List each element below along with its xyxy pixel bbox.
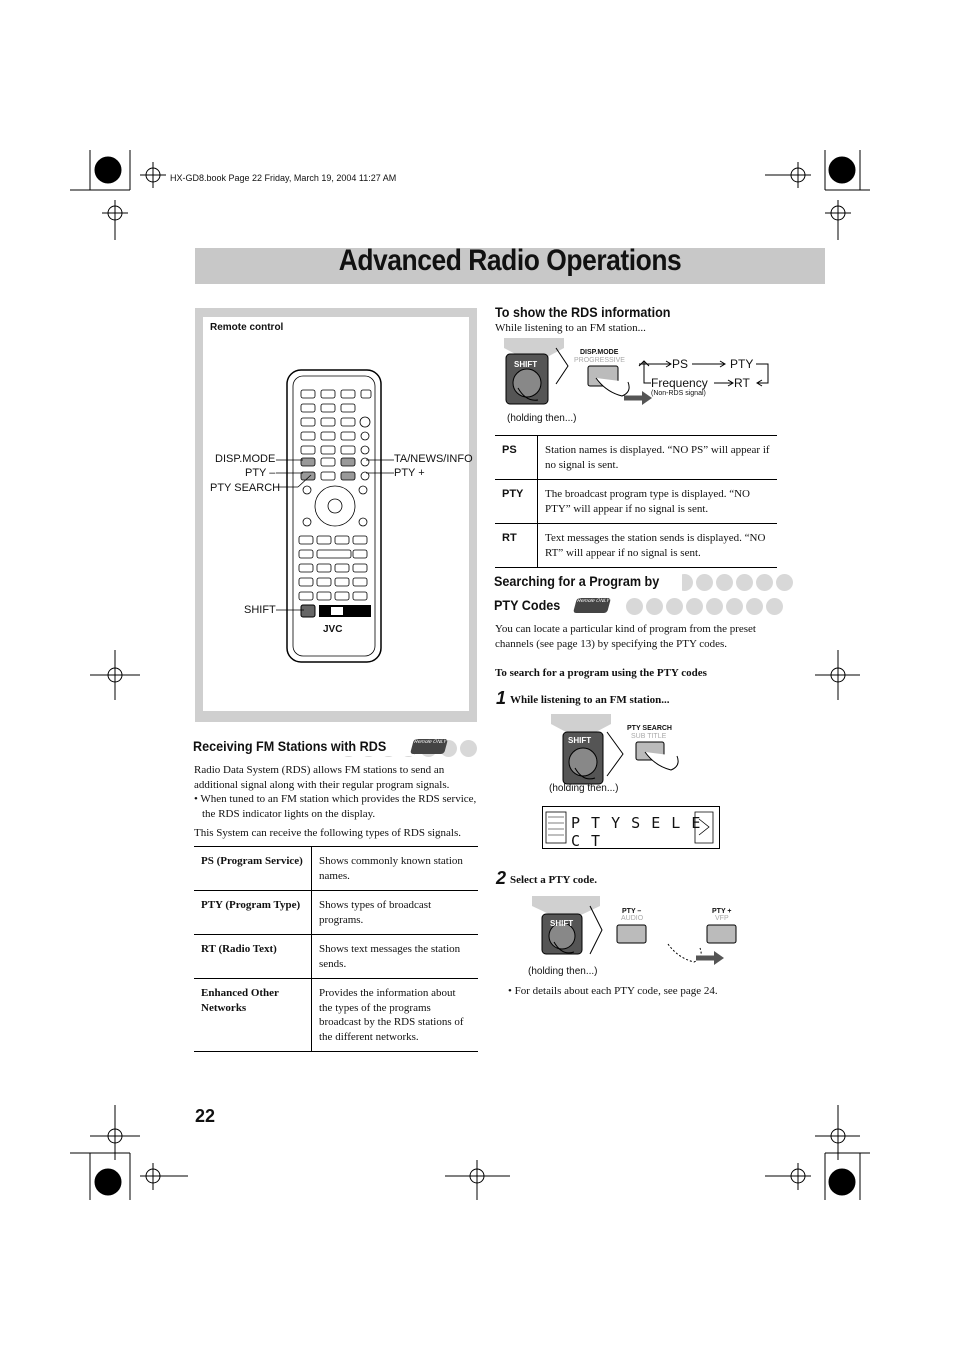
disp-mode-label: DISP.MODE — [580, 349, 619, 356]
table-key: PS — [495, 436, 538, 480]
receiving-intro: Radio Data System (RDS) allows FM stations to send an additional signal along with their regular program signals. — [194, 764, 450, 791]
table-row — [495, 436, 777, 480]
page-number: 22 — [195, 1106, 216, 1126]
label-pty-plus: PTY + — [394, 467, 425, 479]
step2-number: 2 — [496, 868, 507, 888]
table-row — [194, 935, 478, 979]
searching-heading-wrap-1 — [494, 573, 682, 591]
receiving-heading: Receiving FM Stations with RDS — [193, 738, 387, 754]
table-row — [194, 847, 478, 891]
table-key: RT (Radio Text) — [194, 935, 312, 979]
flow-frequency: Frequency — [651, 376, 708, 390]
receiving-bullet: • When tuned to an FM station which provides the RDS service, the RDS indicator lights on the display. — [194, 793, 477, 820]
step1-illustration — [545, 712, 685, 792]
searching-heading-2: PTY Codes — [494, 597, 561, 613]
label-shift: SHIFT — [244, 604, 276, 616]
step2-illustration — [528, 894, 748, 974]
audio-label: AUDIO — [621, 915, 644, 922]
pty-note: • For details about each PTY code, see page 24. — [508, 985, 718, 997]
rds-display-table — [495, 435, 777, 568]
step1-text: While listening to an FM station... — [510, 694, 670, 706]
searching-heading-wrap-2 — [494, 597, 572, 615]
receiving-heading-wrap — [193, 738, 414, 756]
table-value: Provides the information about the types of the programs broadcast by the RDS stations of the different networks. — [312, 979, 479, 1052]
pty-plus-label: PTY + — [712, 908, 732, 915]
flow-non-rds: (Non-RDS signal) — [651, 390, 706, 397]
step1-shift-label: SHIFT — [568, 736, 592, 745]
show-rds-sub: While listening to an FM station... — [495, 322, 646, 334]
label-disp-mode: DISP.MODE — [215, 453, 276, 465]
table-value: Station names is displayed. “NO PS” will appear if no signal is sent. — [538, 436, 778, 480]
pty-search-label: PTY SEARCH — [627, 725, 672, 732]
page-title: Advanced Radio Operations — [338, 244, 682, 277]
remote-heading: Remote control — [210, 322, 284, 333]
remote-only-badge: Remote ONLY — [573, 598, 611, 613]
step2-holding: (holding then...) — [528, 966, 598, 977]
subtitle-label: SUB TITLE — [631, 733, 667, 740]
step2-text: Select a PTY code. — [510, 874, 597, 886]
flow-ps: PS — [672, 357, 689, 371]
pty-minus-label: PTY – — [622, 908, 642, 915]
table-row — [194, 891, 478, 935]
searching-heading-1: Searching for a Program by — [494, 573, 660, 589]
table-value: Shows types of broadcast programs. — [312, 891, 479, 935]
table-key: RT — [495, 524, 538, 568]
table-key: Enhanced Other Networks — [194, 979, 312, 1052]
table-value: Shows text messages the station sends. — [312, 935, 479, 979]
table-row — [495, 480, 777, 524]
flow-rt: RT — [734, 376, 750, 390]
table-row — [495, 524, 777, 568]
searching-subhead: To search for a program using the PTY codes — [495, 667, 707, 679]
table-key: PTY — [495, 480, 538, 524]
label-ta-news-info: TA/NEWS/INFO — [394, 453, 473, 465]
table-value: The broadcast program type is displayed. “NO PTY” will appear if no signal is sent. — [538, 480, 778, 524]
receiving-types-line: This System can receive the following types of RDS signals. — [194, 827, 462, 839]
flow-pty: PTY — [730, 357, 754, 371]
progressive-label: PROGRESSIVE — [574, 357, 625, 364]
remote-brand: JVC — [323, 624, 343, 635]
table-key: PS (Program Service) — [194, 847, 312, 891]
show-rds-heading: To show the RDS information — [495, 304, 671, 320]
table-row — [194, 979, 478, 1052]
step1-holding: (holding then...) — [549, 783, 619, 794]
show-rds-shift-label: SHIFT — [514, 360, 538, 369]
lcd-text: P T Y S E L E C T — [571, 814, 702, 850]
label-pty-search: PTY SEARCH — [210, 482, 281, 494]
table-key: PTY (Program Type) — [194, 891, 312, 935]
remote-only-badge: Remote ONLY — [410, 739, 448, 754]
table-value: Shows commonly known station names. — [312, 847, 479, 891]
table-value: Text messages the station sends is displayed. “NO RT” will appear if no signal is sent. — [538, 524, 778, 568]
heading-dots-2 — [626, 598, 783, 615]
label-pty-minus: PTY – — [245, 467, 276, 479]
vfp-label: VFP — [715, 915, 729, 922]
step2-shift-label: SHIFT — [550, 919, 574, 928]
step1-number: 1 — [496, 688, 507, 708]
file-header: HX-GD8.book Page 22 Friday, March 19, 2004 11:27 AM — [170, 173, 397, 183]
lcd-display — [542, 806, 720, 849]
searching-intro: You can locate a particular kind of program from the preset channels (see page 13) by specifying the PTY codes. — [495, 623, 756, 650]
rds-types-table — [194, 846, 478, 1052]
show-rds-holding: (holding then...) — [507, 413, 577, 424]
remote-leader-lines — [276, 455, 396, 615]
